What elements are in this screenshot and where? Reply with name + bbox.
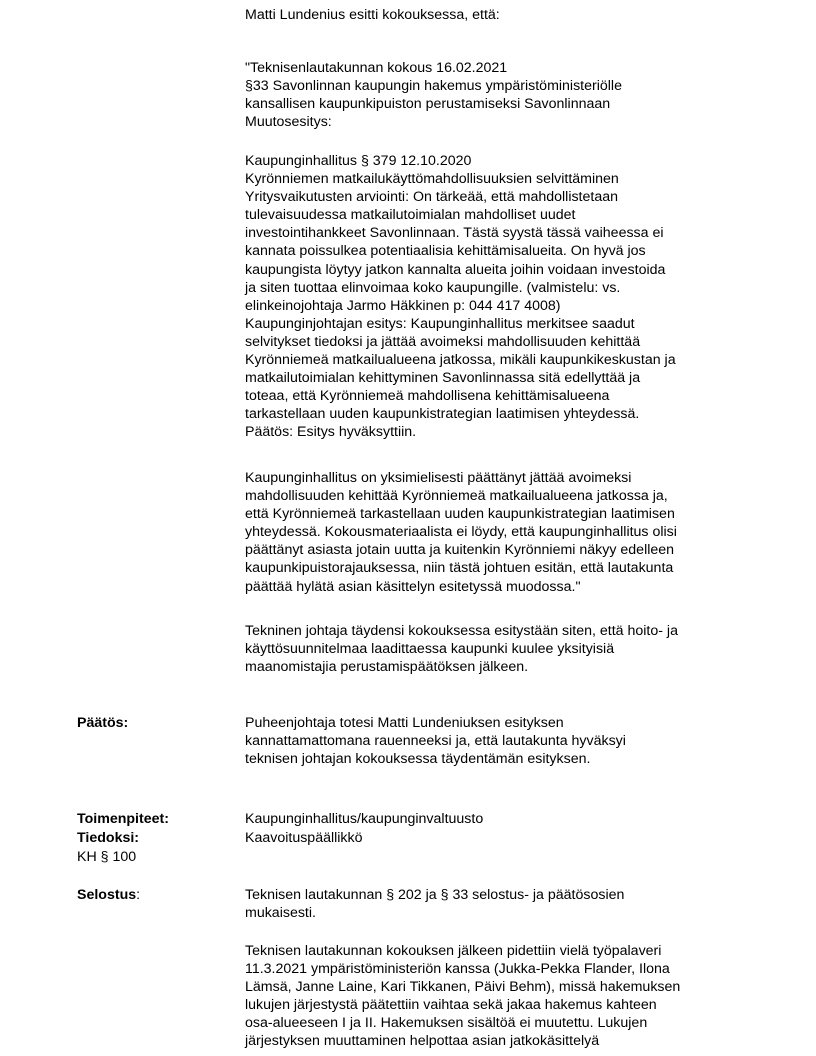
text-line: Päätös: Esitys hyväksyttiin.: [245, 424, 417, 441]
text-line: Teknisen lautakunnan § 202 ja § 33 selostus- ja päätösosien: [245, 887, 625, 903]
text-line: Kyrönniemen matkailukäyttömahdollisuuksien selvittäminen: [245, 171, 619, 188]
kh-reference: KH § 100: [77, 849, 137, 865]
text-line: Kaupunginhallitus on yksimielisesti päättänyt jättää avoimeksi: [245, 470, 632, 486]
text-line: kaupunkipuistorajauksessa, niin tästä johtuen esitän, että lautakunta: [245, 560, 674, 577]
text-line: kannata poissulkea potentiaalisia kehittämisalueita. On hyvä jos: [245, 243, 646, 260]
text-line: mukaisesti.: [245, 905, 316, 922]
text-line: toteaa, että Kyrönniemeä mahdollisena kehittämisalueena: [245, 388, 610, 405]
text-line: matkailutoimialan kehittyminen Savonlinnassa sitä edellyttää ja: [245, 370, 641, 387]
text-line: Puheenjohtaja totesi Matti Lundeniuksen esityksen: [245, 715, 564, 731]
text-line: kannattamattomana rauenneeksi ja, että lautakunta hyväksyi: [245, 733, 626, 750]
text-line: yhteydessä. Kokousmateriaalista ei löydy, että kaupunginhallitus olisi: [245, 524, 677, 541]
text-line: Tekninen johtaja täydensi kokouksessa esitystään siten, että hoito- ja: [245, 623, 678, 639]
text-line: tarkastellaan uuden kaupunkistrategian laatimisen yhteydessä.: [245, 406, 640, 423]
text-line: Yritysvaikutusten arviointi: On tärkeää, että mahdollistetaan: [245, 189, 619, 206]
text-line: "Teknisenlautakunnan kokous 16.02.2021: [245, 60, 508, 76]
text-line: mahdollisuuden kehittää Kyrönniemeä matkailualueena jatkossa ja,: [245, 488, 668, 505]
text-line: ja siten tuottaa elinvoimaa koko kaupungille. (valmistelu: vs.: [245, 279, 621, 296]
text-line: 11.3.2021 ympäristöministeriön kanssa (Jukka-Pekka Flander, Ilona: [245, 961, 670, 978]
explanation-colon: :: [136, 887, 141, 903]
info-recipient: Kaavoituspäällikkö: [245, 830, 363, 846]
text-line: kansallisen kaupunkipuiston perustamiseksi Savonlinnaan: [245, 96, 611, 113]
text-line: tulevaisuudessa matkailutoimialan mahdolliset uudet: [245, 207, 576, 224]
text-line: että Kyrönniemeä tarkastellaan uuden kaupunkistrategian laatimisen: [245, 506, 675, 523]
intro-line: Matti Lundenius esitti kokouksessa, että:: [245, 7, 500, 23]
actions-recipient: Kaupunginhallitus/kaupunginvaltuusto: [245, 811, 484, 827]
explanation-text: [245, 886, 765, 922]
text-line: käyttösuunnitelmaa laadittaessa kaupunki kuulee yksityisiä: [245, 641, 615, 658]
text-line: järjestyksen muuttaminen helpottaa asian jatkokäsittelyä: [245, 1033, 600, 1050]
text-line: Lämsä, Janne Laine, Kari Tikkanen, Päivi Behm), missä hakemuksen: [245, 979, 681, 996]
info-value: [245, 829, 765, 847]
text-line: Teknisen lautakunnan kokouksen jälkeen pidettiin vielä työpalaveri: [245, 943, 662, 959]
text-line: päättää hylätä asian käsittelyn esitetyssä muodossa.": [245, 578, 581, 595]
text-line: maanomistajia perustamispäätöksen jälkeen.: [245, 659, 529, 676]
quote-conclusion: [245, 469, 765, 596]
text-line: kaupungista löytyy jatkon kannalta alueita joihin voidaan investoida: [245, 261, 666, 278]
text-line: Kaupunginjohtajan esitys: Kaupunginhallitus merkitsee saadut: [245, 315, 635, 332]
text-line: §33 Savonlinnan kaupungin hakemus ympäristöministeriölle: [245, 78, 622, 95]
text-line: selvitykset tiedoksi ja jättää avoimeksi mahdollisuuden kehittää: [245, 333, 641, 350]
text-line: osa-alueeseen I ja II. Hakemuksen sisältöä ei muutettu. Lukujen: [245, 1015, 648, 1032]
text-line: lukujen järjestystä päätettiin vaihtaa sekä jakaa hakemus kahteen: [245, 997, 657, 1014]
explanation-label: [77, 886, 140, 904]
text-line: Kaupunginhallitus § 379 12.10.2020: [245, 153, 472, 169]
decision-text: [245, 714, 765, 768]
decision-label: Päätös:: [77, 715, 129, 731]
intro-paragraph: [245, 6, 765, 24]
text-line: päättänyt asiasta jotain uutta ja kuitenkin Kyrönniemi näkyy edelleen: [245, 542, 675, 559]
text-line: investointihankkeet Savonlinnaan. Tästä syystä tässä vaiheessa ei: [245, 225, 664, 242]
text-line: teknisen johtajan kokouksessa täydentämän esityksen.: [245, 751, 591, 768]
info-label: Tiedoksi:: [77, 830, 140, 846]
text-line: Kyrönniemeä matkailualueena jatkossa, mikäli kaupunkikeskustan ja: [245, 352, 676, 369]
quote-board-section: [245, 152, 765, 442]
text-line: Muutosesitys:: [245, 114, 332, 131]
actions-value: [245, 810, 765, 828]
text-line: elinkeinojohtaja Jarmo Häkkinen p: 044 417 4008): [245, 297, 561, 314]
explanation-label-text: Selostus: [77, 887, 137, 903]
meeting-paragraph: [245, 942, 765, 1051]
tech-addition-paragraph: [245, 622, 765, 676]
quote-header: [245, 59, 765, 131]
actions-label: Toimenpiteet:: [77, 811, 169, 827]
